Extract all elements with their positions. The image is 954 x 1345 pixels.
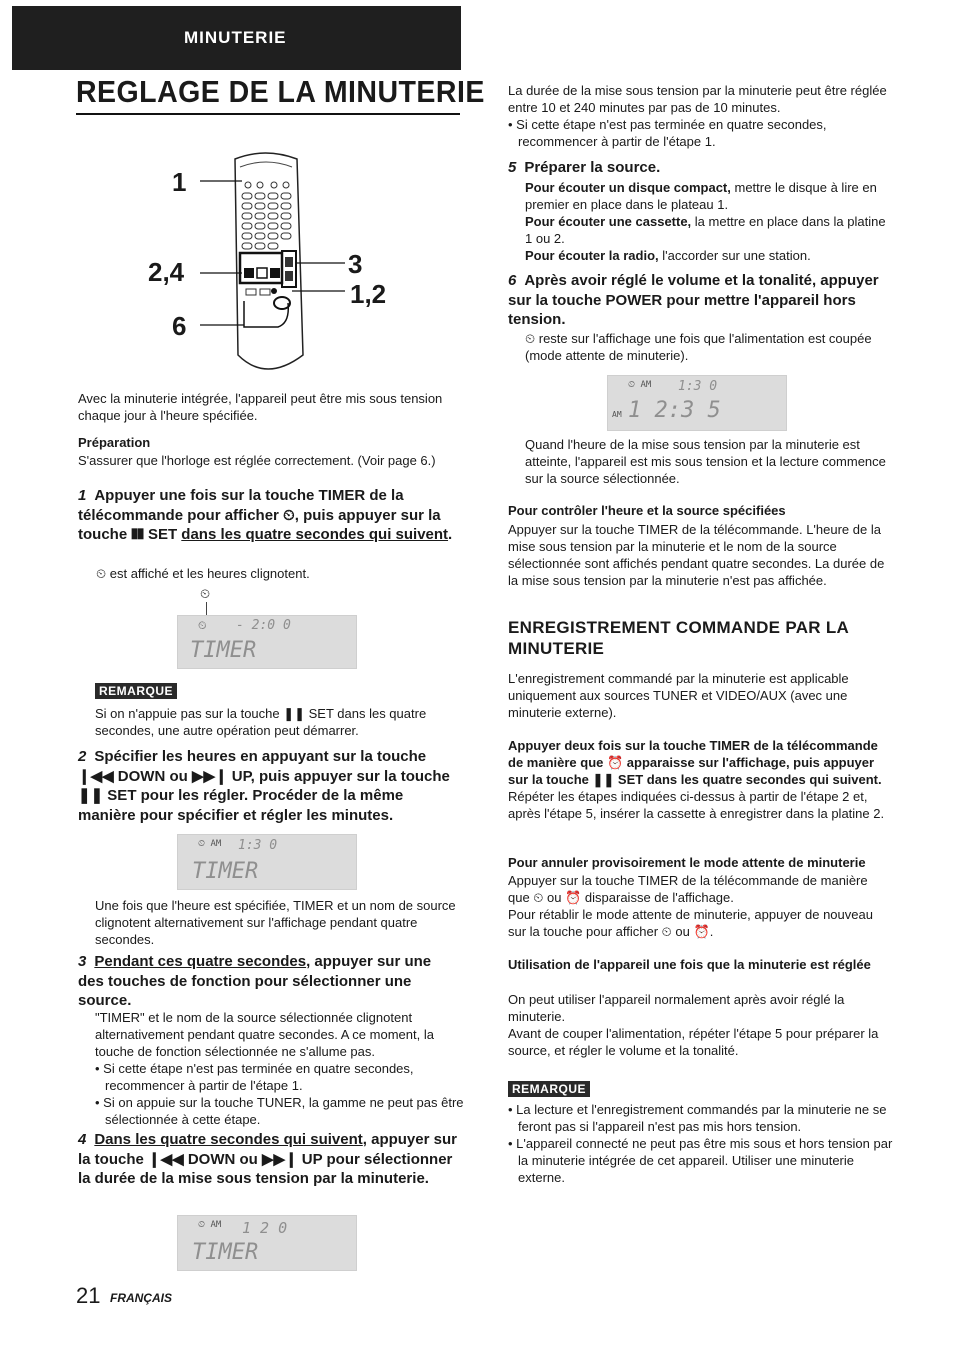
step-3-bullet-1-text: Si cette étape n'est pas terminée en quatre secondes, recommencer à partir de l'étape 1. bbox=[103, 1061, 414, 1093]
step-3-heading bbox=[78, 952, 460, 1011]
remote-figure bbox=[148, 145, 400, 385]
page-number: 21 bbox=[76, 1283, 101, 1308]
callout-1: 1 bbox=[172, 167, 187, 197]
step-3-text: , appuyer sur une des touches de fonction pour sélectionner une source. bbox=[78, 953, 432, 1009]
duration-bullet: • Si cette étape n'est pas terminée en quatre secondes, recommencer à partir de l'étape 1. bbox=[508, 117, 827, 149]
lcd-display-2 bbox=[177, 834, 357, 890]
step-3-number: 3 bbox=[78, 953, 87, 970]
lcd-2-icon: ⏲ AM bbox=[198, 839, 222, 849]
use-title: Utilisation de l'appareil une fois que la minuterie est réglée bbox=[508, 957, 871, 972]
lcd-3-word: TIMER bbox=[192, 1240, 259, 1265]
step-6-number: 6 bbox=[508, 272, 517, 289]
step-6-after: Quand l'heure de la mise sous tension par la minuterie est atteinte, l'appareil est mis sous tension et la lecture commence sur la source sélectionnée. bbox=[525, 437, 886, 486]
lcd-1-word: TIMER bbox=[190, 638, 257, 663]
remote-illustration bbox=[160, 145, 400, 385]
preparation-text: S'assurer que l'horloge est réglée correctement. (Voir page 6.) bbox=[78, 453, 436, 468]
remarque-bullet-2: • L'appareil connecté ne peut pas être mis sous et hors tension par la minuterie intégrée de cet appareil. Utiliser une minuterie externe. bbox=[508, 1136, 893, 1185]
step-3-bullet-2: • Si on appuie sur la touche TUNER, la gamme ne peut pas être sélectionnée à cette étape. bbox=[95, 1095, 464, 1127]
remarque-badge-1: REMARQUE bbox=[95, 683, 177, 699]
duration-text: La durée de la mise sous tension par la minuterie peut être réglée entre 10 et 240 minutes par pas de 10 minutes. bbox=[508, 83, 887, 115]
cancel-title: Pour annuler provisoirement le mode attente de minuterie bbox=[508, 855, 866, 870]
callout-6: 6 bbox=[172, 311, 187, 341]
recording-section-title: ENREGISTREMENT COMMANDE PAR LA MINUTERIE bbox=[508, 618, 849, 658]
preparation-title: Préparation bbox=[78, 435, 151, 450]
step-3-body: "TIMER" et le nom de la source sélectionnée clignotent alternativement pendant quatre secondes. A ce moment, la touche de fonction sélectionnée ne s'allume pas. bbox=[95, 1010, 434, 1059]
remarque-bullet-1-text: La lecture et l'enregistrement commandés par la minuterie ne se feront pas si l'appareil n'est pas mis hors tension. bbox=[516, 1102, 887, 1134]
step-2-heading bbox=[78, 747, 460, 825]
section-header-bar bbox=[12, 6, 461, 70]
step-6-heading bbox=[508, 271, 890, 330]
lcd-4-word: 1 2:3 5 bbox=[628, 398, 721, 423]
section-label: MINUTERIE bbox=[184, 28, 287, 47]
callout-1-2: 1,2 bbox=[350, 279, 387, 309]
lcd-display-4 bbox=[607, 375, 787, 431]
recording-intro: L'enregistrement commandé par la minuterie est applicable uniquement aux sources TUNER et VIDEO/AUX (avec une minuterie externe). bbox=[508, 671, 849, 720]
recording-repeat: Répéter les étapes indiquées ci-dessus à partir de l'étape 2 et, après l'étape 5, insérer la cassette à enregistrer dans la platine 2. bbox=[508, 789, 885, 821]
step-5-heading bbox=[508, 158, 888, 178]
step-3-underline: Pendant ces quatre secondes bbox=[94, 953, 307, 970]
remarque-text-1: Si on n'appuie pas sur la touche ❚❚ SET dans les quatre secondes, une autre opération peut démarrer. bbox=[95, 706, 427, 738]
step-5-cd bbox=[525, 179, 889, 213]
control-title: Pour contrôler l'heure et la source spécifiées bbox=[508, 503, 786, 518]
step-1-number: 1 bbox=[78, 487, 87, 504]
step-6-body: ⏲ reste sur l'affichage une fois que l'alimentation est coupée (mode attente de minuterie). bbox=[525, 331, 872, 363]
step-6-text: Après avoir réglé le volume et la tonalité, appuyer sur la touche POWER pour mettre l'appareil hors tension. bbox=[508, 272, 879, 328]
lcd-2-word: TIMER bbox=[192, 859, 259, 884]
step-3-bullet-1: • Si cette étape n'est pas terminée en quatre secondes, recommencer à partir de l'étape 1. bbox=[95, 1061, 414, 1093]
lcd-display-3 bbox=[177, 1215, 357, 1271]
step-4-text: , appuyer sur la touche ❙◀◀ DOWN ou ▶▶❙ UP pour sélectionner la durée de la mise sous tension par la minuterie. bbox=[78, 1131, 457, 1187]
step-5-radio-label: Pour écouter la radio, bbox=[525, 248, 659, 263]
lcd-4-time: 1:3 0 bbox=[678, 379, 718, 394]
step-1-heading bbox=[78, 486, 460, 545]
control-text: Appuyer sur la touche TIMER de la télécommande. L'heure de la mise sous tension par la minuterie et le nom de la source sélectionnée sont affichés pendant quatre secondes. La durée de la mise sous tension par la minuterie n'est pas affichée. bbox=[508, 522, 885, 588]
step-4-number: 4 bbox=[78, 1131, 87, 1148]
step-1-note: ⏲ est affiché et les heures clignotent. bbox=[96, 566, 310, 581]
step-5-cd-label: Pour écouter un disque compact, bbox=[525, 180, 731, 195]
step-1-underline: dans les quatre secondes qui suivent bbox=[181, 526, 449, 543]
remarque-bullet-1: • La lecture et l'enregistrement commandés par la minuterie ne se feront pas si l'appareil n'est pas mis hors tension. bbox=[508, 1102, 887, 1134]
cancel-text-2: Pour rétablir le mode attente de minuterie, appuyer de nouveau sur la touche pour afficher ⏲ ou ⏰. bbox=[508, 907, 873, 939]
remarque-bullet-2-text: L'appareil connecté ne peut pas être mis sous et hors tension par la minuterie intégrée de cet appareil. Utiliser une minuterie externe. bbox=[516, 1136, 893, 1185]
callout-2-4: 2,4 bbox=[148, 257, 185, 287]
step-2-after: Une fois que l'heure est spécifiée, TIMER et un nom de source clignotent alternativement sur l'affichage pendant quatre secondes. bbox=[95, 898, 456, 947]
intro-text: Avec la minuterie intégrée, l'appareil peut être mis sous tension chaque jour à l'heure spécifiée. bbox=[78, 391, 443, 423]
step-5-radio-text: l'accorder sur une station. bbox=[658, 248, 811, 263]
lcd-3-time: 1 2 0 bbox=[242, 1219, 288, 1237]
step-3-bullet-2-text: Si on appuie sur la touche TUNER, la gamme ne peut pas être sélectionnée à cette étape. bbox=[103, 1095, 464, 1127]
lcd-1-icon: ⏲ bbox=[198, 619, 207, 632]
use-text-2: Avant de couper l'alimentation, répéter l'étape 5 pour préparer la source, et régler le volume et la tonalité. bbox=[508, 1026, 879, 1058]
cancel-text-1: Appuyer sur la touche TIMER de la télécommande de manière que ⏲ ou ⏰ disparaisse de l'affichage. bbox=[508, 873, 868, 905]
step-5-cassette-label: Pour écouter une cassette, bbox=[525, 214, 692, 229]
step-2-number: 2 bbox=[78, 748, 87, 765]
step-5-radio bbox=[525, 247, 889, 264]
recording-instruction: Appuyer deux fois sur la touche TIMER de la télécommande de manière que ⏰ apparaisse sur l'affichage, puis appuyer sur la touche ❚❚ SET dans les quatre secondes qui suivent. bbox=[508, 738, 882, 787]
step-4-underline: Dans les quatre secondes qui suivent bbox=[94, 1131, 363, 1148]
title-rule bbox=[76, 113, 460, 115]
step-5-text: Préparer la source. bbox=[524, 159, 661, 176]
step-5-number: 5 bbox=[508, 159, 517, 176]
callout-3: 3 bbox=[348, 249, 363, 279]
step-5-cd-text: mettre le disque à lire en premier en place dans le plateau 1. bbox=[525, 180, 877, 212]
step-5-cassette-text: la mettre en place dans la platine 1 ou 2. bbox=[525, 214, 886, 246]
clock-indicator-icon: ⏲ bbox=[200, 586, 211, 601]
page-language: FRANÇAIS bbox=[110, 1291, 172, 1305]
step-4-heading bbox=[78, 1130, 460, 1189]
page-title: REGLAGE DE LA MINUTERIE bbox=[76, 74, 485, 109]
step-1-end: . bbox=[448, 526, 453, 543]
lcd-4-icon: ⏲ AM bbox=[628, 380, 652, 390]
duration-bullet-text: Si cette étape n'est pas terminée en quatre secondes, recommencer à partir de l'étape 1. bbox=[516, 117, 827, 149]
lcd-3-icon: ⏲ AM bbox=[198, 1220, 222, 1230]
lcd-display-1 bbox=[177, 615, 357, 669]
lcd-2-time: 1:3 0 bbox=[238, 838, 278, 853]
lcd-4-am: AM bbox=[612, 410, 622, 419]
step-1-text: Appuyer une fois sur la touche TIMER de la télécommande pour afficher ⏲, puis appuyer sur la touche ❚❚ SET bbox=[78, 487, 441, 543]
step-5-cassette bbox=[525, 213, 889, 247]
remarque-badge-2: REMARQUE bbox=[508, 1081, 590, 1097]
step-2-text: Spécifier les heures en appuyant sur la touche ❙◀◀ DOWN ou ▶▶❙ UP, puis appuyer sur la touche ❚❚ SET pour les régler. Procéder de la même manière pour spécifier et régler les minutes. bbox=[78, 748, 450, 824]
use-text-1: On peut utiliser l'appareil normalement après avoir réglé la minuterie. bbox=[508, 992, 845, 1024]
lcd-1-time: - 2:0 0 bbox=[236, 618, 291, 633]
